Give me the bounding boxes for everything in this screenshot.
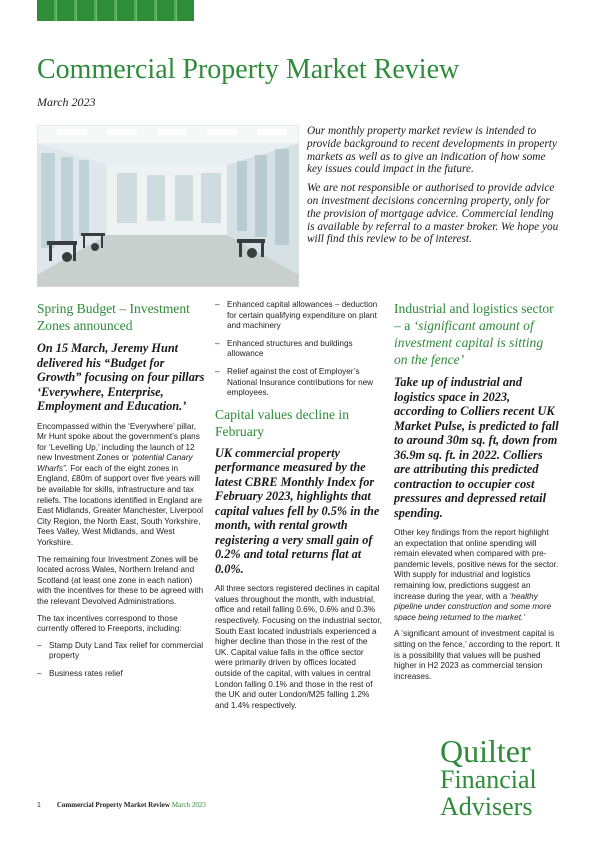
list-item: – Enhanced capital allowances – deduction for certain qualifying expenditure on plant and machinery — [215, 300, 383, 332]
quilter-logo — [440, 733, 565, 821]
list-item: – Business rates relief — [37, 669, 205, 680]
section-heading: Capital values decline in February — [215, 406, 350, 439]
section-heading: Spring Budget – Investment Zones announced — [37, 301, 190, 333]
page-footer — [37, 801, 206, 809]
page-title: Commercial Property Market Review — [37, 54, 460, 85]
logo-line: Financial — [440, 765, 537, 794]
intro-paragraph: We are not responsible or authorised to provide advice on investment decisions concerning property, only for the provision of mortgage advice. Commercial lending is available by referral to a master broker. We hope you will find this review to be of interest. — [307, 182, 559, 246]
section-lead: Take up of industrial and logistics space in 2023, according to Colliers recent UK Market Pulse, is predicted to fall to around 30m sq. ft, down from 36.9m sq. ft. in 2022. Colliers are attributing this predicted contraction to occupier cost pressures and depressed retail spending. — [394, 375, 559, 520]
section-lead: On 15 March, Jeremy Hunt delivered his “Budget for Growth” focusing on four pillars ‘Everywhere, Enterprise, Employment and Education.’ — [37, 341, 205, 413]
body-paragraph: A ‘significant amount of investment capital is sitting on the fence,’ according to the report. It is a possibility that values will be pushed higher in H2 2023 as commercial tension increases. — [394, 629, 560, 681]
column-right — [394, 300, 560, 688]
incentives-list — [37, 641, 205, 680]
section-body — [394, 528, 560, 682]
column-middle — [215, 300, 383, 717]
column-left — [37, 300, 205, 687]
body-paragraph: All three sectors registered declines in capital values throughout the month, with industrial, office and retail falling 0.6%, 0.6% and 0.3% respectively. Focusing on the industrial sector, South East located industrials experienced a higher decline than those in the rest of the UK. Capital value falls in the office sector were primarily driven by offices located outside of the capital, with values in central London falling 0.1% and those in the rest of the UK and outer London/M25 falling 1.2% and 1.4% respectively. — [215, 584, 382, 710]
intro-paragraph: Our monthly property market review is intended to provide background to recent developments in property markets as well as to give an indication of how some key issues could impact in the future. — [307, 125, 557, 176]
page-number: 1 — [37, 802, 41, 809]
logo-line: Quilter — [440, 733, 531, 769]
logo-line: Advisers — [440, 792, 533, 821]
body-paragraph: Other key findings from the report highlight an expectation that online spending will remain elevated when compared with pre-pandemic levels, positive news for the sector. With supply for industrial and logistics remaining low, predictions suggest an increase during the year, with a ‘healthy pipeline under construction and some more space being returned to the market.’ — [394, 528, 559, 622]
intro-text — [307, 125, 560, 252]
office-interior-photo — [37, 125, 299, 287]
list-item: – Enhanced structures and buildings allowance — [215, 339, 383, 360]
footer-date: March 2023 — [171, 801, 206, 809]
top-color-bar — [37, 0, 194, 21]
list-item: – Stamp Duty Land Tax relief for commercial property — [37, 641, 205, 662]
body-paragraph: The remaining four Investment Zones will be located across Wales, Northern Ireland and Scotland (at least one zone in each nation) with the incentives for these to be agreed with the relevant Devolved Administrations. — [37, 554, 204, 606]
issue-date: March 2023 — [37, 95, 96, 109]
footer-title: Commercial Property Market Review — [56, 801, 170, 809]
section-body — [37, 422, 205, 680]
section-heading: Industrial and logistics sector – a ‘significant amount of investment capital is sitting on the fence’ — [394, 301, 554, 367]
body-paragraph: Encompassed within the ‘Everywhere’ pillar, Mr Hunt spoke about the government’s plans for ‘Levelling Up,’ including the launch of 12 new Investment Zones or ‘potential Canary Wharfs”. For each of the eight zones in England, £80m of support over five years will be available for skills, infrastructure and tax reliefs. The locations identified in England are East Midlands, Greater Manchester, Liverpool City Region, the North East, South Yorkshire, Tees Valley, West Midlands, and West Yorkshire. — [37, 421, 204, 548]
section-body — [215, 300, 383, 399]
section-lead: UK commercial property performance measured by the latest CBRE Monthly Index for February 2023, highlights that capital values fell by 0.5% in the month, with rental growth registering a very small gain of 0.2% and total returns flat at 0.0%. — [215, 445, 380, 576]
section-body — [215, 584, 383, 711]
list-item: – Relief against the cost of Employer’s National Insurance contributions for new employees. — [215, 367, 383, 399]
body-paragraph: The tax incentives correspond to those currently offered to Freeports, including: — [37, 613, 182, 634]
incentives-list — [215, 300, 383, 399]
